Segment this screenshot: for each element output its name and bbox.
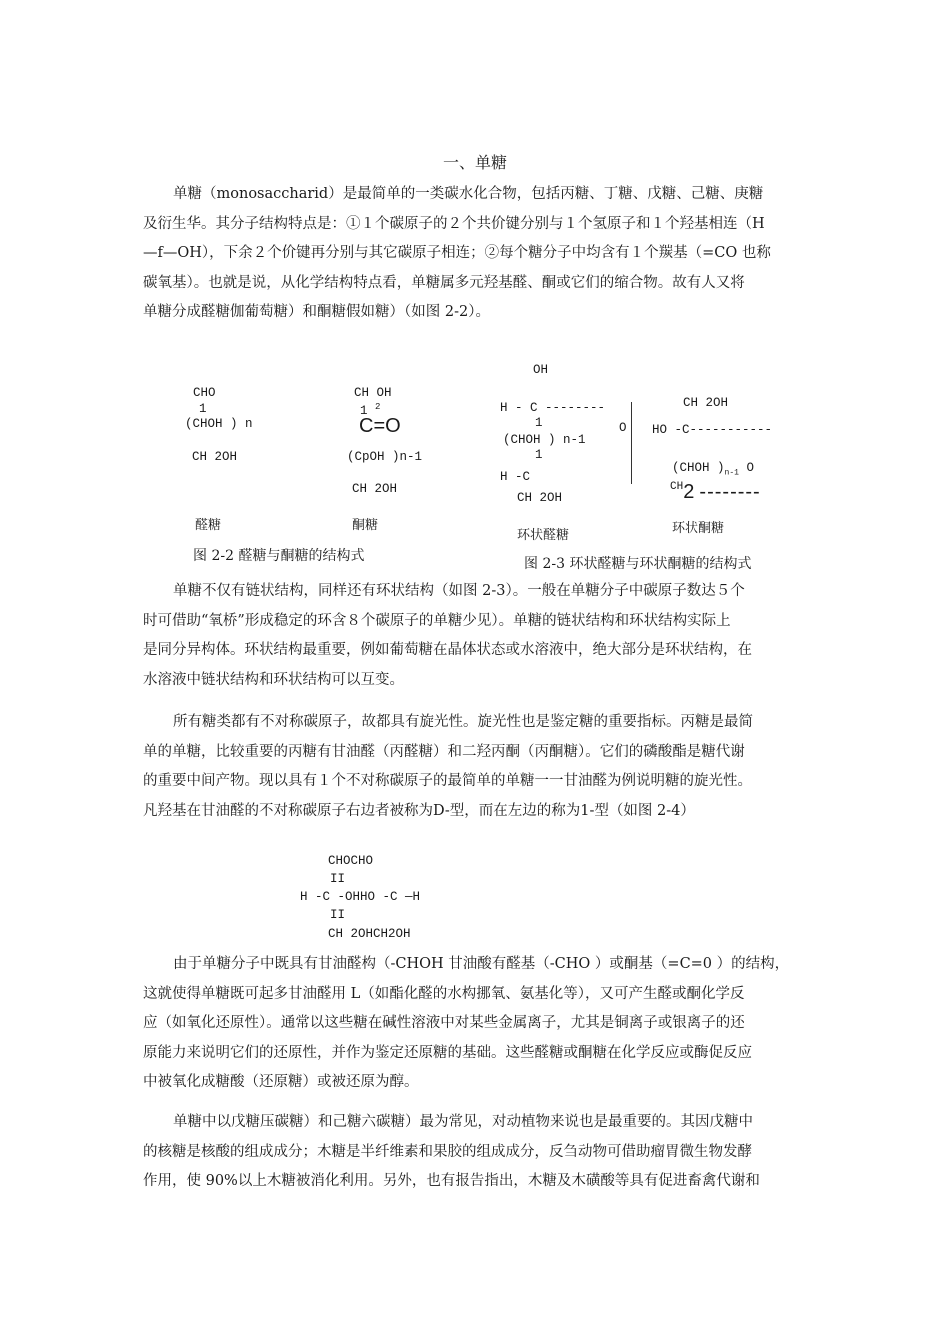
paragraph-line: 单的单糖，比较重要的丙糖有甘油醛（丙醛糖）和二羟丙酮（丙酮糖）。它们的磷酸酯是糖代谢 [143,743,745,760]
cyclic-aldose-formula-line: 1 [535,416,543,430]
paragraph-line: 单糖（monosaccharid）是最简单的一类碳水化合物，包括丙糖、丁糖、戊糖、己糖、庚糖 [173,186,764,202]
paragraph-reducing-property [143,950,803,1098]
paragraph-line: 这就使得单糖既可起多甘油醛用 L（如酯化醛的水构挪氧、氨基化等），又可产生醛或酮化学反 [143,985,745,1002]
cyclic-aldose-formula-line: CH 2OH [517,491,563,505]
aldose-label: 醛糖 [195,518,222,533]
paragraph-line: 的重要中间产物。现以具有１个不对称碳原子的最简单的单糖一一甘油醛为例说明糖的旋光性。 [143,773,752,790]
cyclic-ketose-label: 环状酮糖 [672,521,725,536]
glyceraldehyde-formula-line: II [330,908,346,922]
paragraph-line: 单糖分成醛糖伽葡萄糖）和酮糖假如糖）（如图 2-2）。 [143,304,490,321]
cyclic-ketose-ring-oxygen: O [746,461,754,475]
glyceraldehyde-formula-line: H -C -OHHO -C —H [300,890,421,904]
paragraph-line: 及衍生华。其分子结构特点是：①１个碳原子的２个共价键分别与１个氢原子和１个羟基相连（H [143,215,765,232]
ketose-label: 酮糖 [352,518,379,533]
paragraph-line: 所有糖类都有不对称碳原子，故都具有旋光性。旋光性也是鉴定糖的重要指标。丙糖是最简 [173,714,753,730]
paragraph-line: 单糖不仅有链状结构，同样还有环状结构（如图 2-3）。一般在单糖分子中碳原子数达５个 [173,583,745,599]
paragraph-line: 水溶液中链状结构和环状结构可以互变。 [143,671,404,688]
paragraph-line: 凡羟基在甘油醛的不对称碳原子右边者被称为D-型，而在左边的称为1-型（如图 2-4） [143,802,695,819]
cyclic-aldose-formula-line: H -C [500,470,531,484]
paragraph-line: 应（如氧化还原性）。通常以这些糖在碱性溶液中对某些金属离子，尤其是铜离子或银离子的还 [143,1015,745,1032]
cyclic-aldose-formula-line: H - C -------- [500,401,606,415]
aldose-formula-line: CHO [193,386,216,400]
cyclic-ketose-formula-line [672,461,754,478]
cyclic-ketose-chohn: (CHOH ) [672,461,725,475]
cyclic-ketose-bond: -------- [699,481,761,503]
cyclic-ketose-2: 2 [683,481,695,503]
cyclic-aldose-formula-line: 1 [535,448,543,462]
aldose-formula-line: (CHOH ) n [185,417,253,431]
ketose-carbonyl: C=O [359,415,401,437]
cyclic-ketose-formula-line: CH 2OH [683,396,729,410]
paragraph-line: 单糖中以戊糖压碳糖）和己糖六碳糖）最为常见，对动植物来说也是最重要的。其因戊糖中 [173,1114,753,1130]
aldose-formula-line: 1 [199,402,207,416]
paragraph-line: 的核糖是核酸的组成成分；木糖是半纤维素和果胶的组成成分，反刍动物可借助瘤胃微生物发酵 [143,1143,752,1160]
cyclic-ketose-ch2-line [670,481,761,504]
cyclic-aldose-ring-oxygen: O [619,421,627,435]
cyclic-ketose-ch: CH [670,481,684,493]
ketose-carbon-1: 1 [360,404,368,419]
paragraph-line: 作用，使 90%以上木糖被消化利用。另外，也有报告指出，木糖及木磺酸等具有促进畜禽代谢和 [143,1173,760,1190]
figure-2-3-caption: 图 2-3 环状醛糖与环状酮糖的结构式 [524,556,752,572]
paragraph-monosaccharide-definition [143,180,803,328]
figure-2-2-caption: 图 2-2 醛糖与酮糖的结构式 [193,548,365,564]
paragraph-line: 中被氧化成糖酸（还原糖）或被还原为醇。 [143,1074,419,1091]
paragraph-cyclic-structure [143,577,803,695]
paragraph-line: 由于单糖分子中既具有甘油醛构（-CHOH 甘油酸有醛基（-CHO ）或酮基（=C=0 ）的结构， [173,956,790,972]
glyceraldehyde-formula-line: II [330,872,346,886]
ketose-formula-line: CH 2OH [352,482,398,496]
cyclic-aldose-formula-line: OH [533,363,549,377]
ring-bond-line [631,402,632,484]
cyclic-ketose-formula-line: HO -C----------- [652,423,773,437]
cyclic-aldose-formula-line: (CHOH ) n-1 [503,433,586,447]
cyclic-ketose-subscript: n-1 [724,468,739,478]
ketose-formula-line: (CpOH )n-1 [347,450,423,464]
paragraph-line: 是同分异构体。环状结构最重要，例如葡萄糖在晶体状态或水溶液中，绝大部分是环状结构，在 [143,642,752,659]
glyceraldehyde-formula-line: CH 2OHCH2OH [328,927,411,941]
section-title: 一、单糖 [442,153,507,172]
paragraph-pentose-hexose [143,1108,803,1197]
paragraph-line: 时可借助“氧桥”形成稳定的环含８个碳原子的单糖少见）。单糖的链状结构和环状结构实际上 [143,612,731,629]
paragraph-line: 碳氧基）。也就是说，从化学结构特点看，单糖属多元羟基醛、酮或它们的缩合物。故有人又将 [143,274,745,291]
ketose-carbon-2: 2 [375,402,381,412]
paragraph-line: —f—OH），下余２个价键再分别与其它碳原子相连；②每个糖分子中均含有１个羰基（=CO 也称 [143,245,771,262]
ketose-formula-line: CH OH [354,386,392,400]
glyceraldehyde-formula-line: CHOCHO [328,854,374,868]
paragraph-optical-activity [143,708,803,826]
cyclic-aldose-label: 环状醛糖 [517,528,570,543]
paragraph-line: 原能力来说明它们的还原性，并作为鉴定还原糖的基础。这些醛糖或酮糖在化学反应或酶促反应 [143,1044,752,1061]
aldose-formula-line: CH 2OH [192,450,238,464]
